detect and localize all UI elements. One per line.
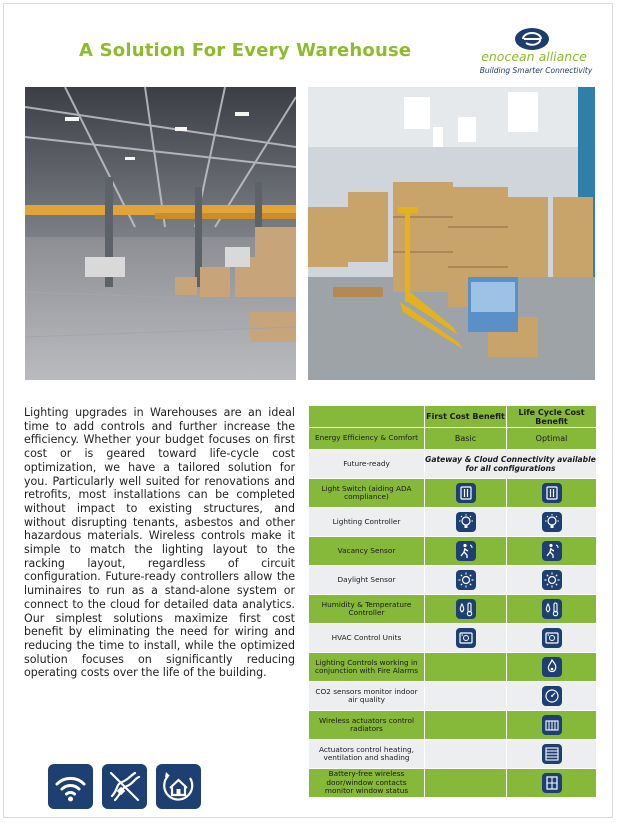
table-row — [309, 740, 597, 769]
value-cell: Optimal — [507, 428, 597, 450]
empty-cell — [425, 711, 507, 740]
logo-name: enocean alliance — [481, 49, 587, 64]
co2-sensor-icon — [542, 686, 562, 706]
connectivity-cell: Gateway & Cloud Connectivity available for all configurations — [425, 450, 597, 479]
table-row — [309, 624, 597, 653]
ventilation-shading-icon — [542, 744, 562, 764]
feature-cell: Actuators control heating, ventilation and shading — [309, 740, 425, 769]
body-paragraph: Lighting upgrades in Warehouses are an ideal time to add controls and further increase the efficiency. Whether your budget focuses on first cost or is geared toward life-cycle cost optimization, we have a tailored solution for you. Particularly well suited for renovations and retrofits, most installations can be completed without impact to existing structures, and without disrupting tenants, asbestos and other hazardous materials. Wireless controls make it simple to match the lighting layout to the racking layout, regardless of circuit configuration. Future-ready controllers allow the luminaires to run as a stand-alone system or connect to the cloud for detailed data analytics. Our simplest solutions maximize first cost benefit by eliminating the need for wiring and reducing the time to install, while the optimized solution focuses on significantly reducing operating costs over the life of the building. — [24, 406, 295, 680]
table-header-feature — [309, 406, 425, 428]
value-cell: Basic — [425, 428, 507, 450]
vacancy-sensor-icon — [456, 541, 476, 561]
light-switch-icon — [542, 483, 562, 503]
table-row — [309, 653, 597, 682]
table-header-row — [309, 406, 597, 428]
feature-cell: CO2 sensors monitor indoor air quality — [309, 682, 425, 711]
table-header-life-cycle: Life Cycle Cost Benefit — [507, 406, 597, 428]
daylight-sensor-icon — [542, 570, 562, 590]
table-row — [309, 508, 597, 537]
light-bulb-icon — [456, 512, 476, 532]
table-row — [309, 450, 597, 479]
vacancy-sensor-icon — [542, 541, 562, 561]
feature-cell: Lighting Controller — [309, 508, 425, 537]
table-row — [309, 479, 597, 508]
benefits-table — [308, 405, 597, 798]
empty-cell — [425, 682, 507, 711]
feature-cell: Daylight Sensor — [309, 566, 425, 595]
empty-cell — [425, 653, 507, 682]
logo-tagline: Building Smarter Connectivity — [479, 66, 593, 75]
feature-cell: Wireless actuators control radiators — [309, 711, 425, 740]
no-wires-icon — [102, 764, 147, 809]
table-row — [309, 711, 597, 740]
daylight-sensor-icon — [456, 570, 476, 590]
feature-cell: Future-ready — [309, 450, 425, 479]
hvac-unit-icon — [456, 628, 476, 648]
enocean-logo-icon — [514, 27, 550, 51]
feature-cell: Lighting Controls working in conjunction with Fire Alarms — [309, 653, 425, 682]
table-row — [309, 428, 597, 450]
radiator-icon — [542, 715, 562, 735]
wireless-signal-icon — [48, 764, 93, 809]
feature-cell: Vacancy Sensor — [309, 537, 425, 566]
empty-cell — [425, 740, 507, 769]
table-row — [309, 682, 597, 711]
empty-cell — [425, 769, 507, 798]
humidity-temperature-icon — [542, 599, 562, 619]
table-row — [309, 566, 597, 595]
hvac-unit-icon — [542, 628, 562, 648]
warehouse-photo-left — [25, 87, 296, 380]
table-row — [309, 537, 597, 566]
table-row — [309, 595, 597, 624]
page-title: A Solution For Every Warehouse — [79, 40, 412, 61]
enocean-logo — [470, 27, 598, 79]
feature-cell: Energy Efficiency & Comfort — [309, 428, 425, 450]
humidity-temperature-icon — [456, 599, 476, 619]
feature-cell: HVAC Control Units — [309, 624, 425, 653]
light-switch-icon — [456, 483, 476, 503]
light-bulb-icon — [542, 512, 562, 532]
feature-cell: Battery-free wireless door/window contacts monitor window status — [309, 769, 425, 798]
fire-alarm-icon — [542, 657, 562, 677]
smart-home-icon — [156, 764, 201, 809]
warehouse-photo-right — [308, 87, 595, 380]
table-header-first-cost: First Cost Benefit — [425, 406, 507, 428]
feature-cell: Light Switch (aiding ADA compliance) — [309, 479, 425, 508]
table-row — [309, 769, 597, 798]
window-contact-icon — [542, 773, 562, 793]
feature-cell: Humidity & Temperature Controller — [309, 595, 425, 624]
